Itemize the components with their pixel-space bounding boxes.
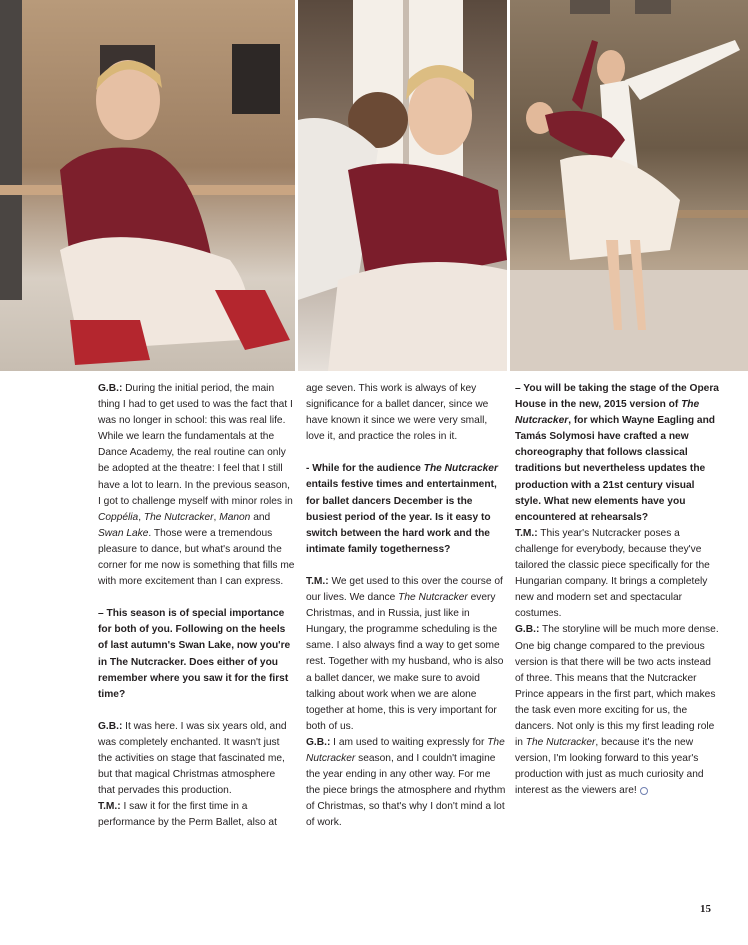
answer-paragraph — [98, 719, 295, 799]
body-text: , because it's the new version, I'm looking forward to this year's production with just as much curiosity and interest as the viewers are! — [515, 737, 704, 797]
speaker-label: T.M.: — [515, 527, 538, 539]
work-title: Manon — [219, 511, 251, 523]
speaker-label: T.M.: — [306, 575, 329, 587]
answer-paragraph — [98, 799, 295, 831]
end-of-article-icon — [640, 787, 648, 795]
dancer-seated-photo — [0, 0, 295, 371]
question-text: - While for the audience — [306, 463, 424, 475]
photo-icon — [298, 0, 507, 371]
photo-icon — [0, 0, 295, 371]
interview-question — [306, 461, 506, 558]
speaker-label: G.B.: — [515, 624, 540, 636]
body-text: , — [213, 511, 220, 523]
question-text: entails festive times and entertainment, for ballet dancers December is the busiest period of the year. Is it easy to switch between the hard work and the intimate family togetherness? — [306, 479, 497, 555]
work-title: The Nutcracker — [515, 399, 700, 427]
article-column-2 — [306, 381, 506, 831]
work-title: The Nutcracker — [143, 511, 214, 523]
speaker-label: T.M.: — [98, 801, 121, 813]
interview-question — [515, 381, 720, 526]
body-text: I saw it for the first time in a performance by the Perm Ballet, also at — [98, 801, 277, 829]
work-title: Coppélia — [98, 511, 139, 523]
body-text: . Those were a tremendous pleasure to dance, but what's around the corner for me now is something that fills me with more excitement than I can express. — [98, 527, 295, 588]
answer-paragraph — [306, 735, 506, 832]
work-title: The Nutcracker — [423, 463, 498, 475]
body-text: I am used to waiting expressly for — [330, 736, 488, 748]
dancers-lift-photo — [510, 0, 748, 371]
answer-paragraph: age seven. This work is always of key significance for a ballet dancer, since we have known it since we were very small, love it, and practice the roles in it. — [306, 383, 489, 443]
work-title: The Nutcracker — [525, 737, 596, 749]
body-text: , — [138, 511, 144, 523]
work-title: Swan Lake — [98, 527, 149, 539]
body-text: We get used to this over the course of our lives. We dance — [306, 575, 503, 604]
body-text: During the initial period, the main thing I had to get used to was the fact that I was no longer in school: this was real life. While we learn the fundamentals at the Dance Academy, the real routine can only be adopted at the theatre: I feel that I still have a lot to learn. In the previous season, I got to challenge myself with minor roles in — [98, 383, 293, 507]
work-title: The Nutcracker — [306, 736, 505, 764]
speaker-label: G.B.: — [98, 383, 123, 394]
speaker-label: G.B.: — [306, 736, 331, 748]
article-column-1 — [98, 381, 295, 831]
article-column-3 — [515, 381, 720, 799]
photo-strip — [0, 0, 748, 371]
page-number: 15 — [700, 903, 711, 915]
photo-icon — [510, 0, 748, 371]
body-text: This year's Nutcracker poses a challenge for everybody, because they've tailored the classic piece specifically for the Hungarian company. It brings a completely new and modern set and spectacular costumes. — [515, 527, 710, 620]
interview-question: – This season is of special importance for both of you. Following on the heels of last autumn's Swan Lake, now you're in The Nutcracker. Does either of you remember where you saw it for the first time? — [98, 608, 291, 700]
answer-paragraph — [306, 574, 506, 735]
work-title: The Nutcracker — [398, 592, 468, 604]
body-text: every Christmas, and in Russia, just like in Hungary, the programme scheduling is the same. I also always find a way to get some rest. Together with my husband, who is also a ballet dancer, we make sure to avoid talking about work when we are alone together at home, this is very important for both of us. — [306, 592, 504, 732]
question-text: – You will be taking the stage of the Opera House in the new, 2015 version of — [515, 383, 719, 411]
body-text: and — [250, 511, 271, 523]
body-text: The storyline will be much more dense. One big change compared to the previous version is that there will be two acts instead of three. This means that the Nutcracker Prince appears in the first part, which makes the task even more exciting for us, the dancers. Not only is this my first leading role in — [515, 624, 719, 749]
body-text: season, and I couldn't imagine the year ending in any other way. For me the piece brings the atmosphere and rhythm of Christmas, so that's why I don't mind a lot of work. — [306, 752, 506, 829]
dancers-embrace-photo — [298, 0, 507, 371]
question-text: , for which Wayne Eagling and Tamás Solymosi have crafted a new choreography that follows classical traditions but nevertheless updates the production with a 21st century visual style. What new elements have you encountered at rehearsals? — [515, 415, 716, 523]
answer-paragraph — [515, 622, 720, 799]
body-text: It was here. I was six years old, and was completely enchanted. It wasn't just the activities on stage that fascinated me, but that magical Christmas atmosphere that pervades this production. — [98, 720, 287, 797]
answer-paragraph — [98, 381, 295, 590]
answer-paragraph — [515, 526, 720, 623]
speaker-label: G.B.: — [98, 720, 123, 732]
